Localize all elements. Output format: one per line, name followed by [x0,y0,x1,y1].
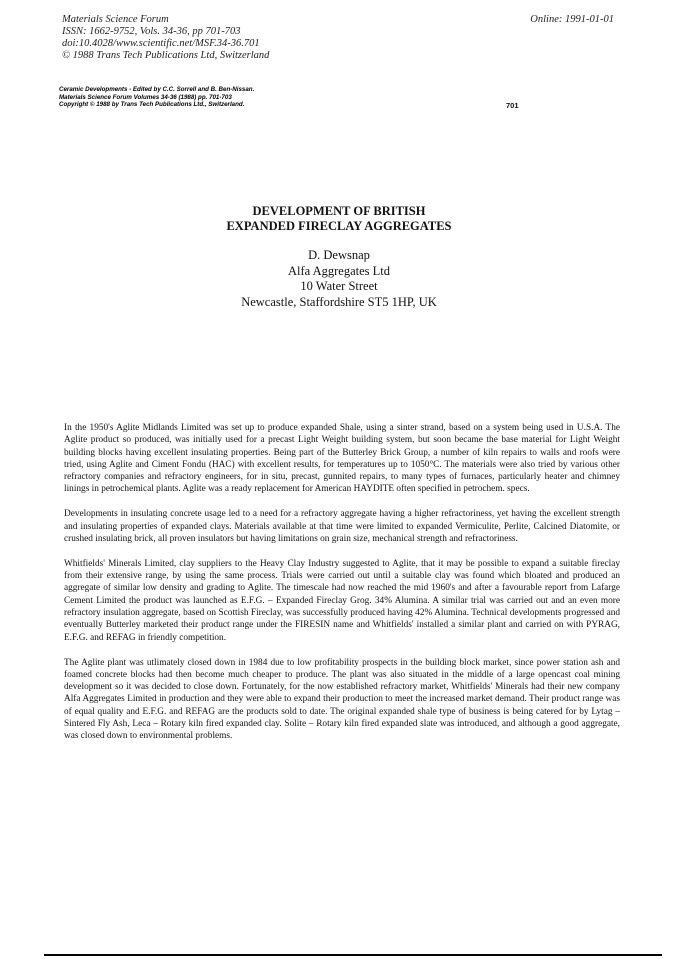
journal-name: Materials Science Forum [62,14,169,25]
original-header-line-1: Ceramic Developments - Edited by C.C. Sorrell and B. Ben-Nissan. [59,86,255,93]
journal-header [62,14,269,62]
bottom-rule [44,954,662,956]
journal-issn: ISSN: 1662-9752, Vols. 34-36, pp 701-703 [62,26,241,37]
body-text [64,422,620,755]
journal-doi[interactable]: doi:10.4028/www.scientific.net/MSF.34-36.701 [62,38,260,49]
title-line-1: DEVELOPMENT OF BRITISH [252,204,426,218]
author-name: D. Dewsnap [308,248,370,262]
paragraph-3: Whitfields' Minerals Limited, clay suppliers to the Heavy Clay Industry suggested to Aglite, that it may be possible to expand a suitable fireclay from their extensive range, by using the same process. Trials were carried out until a suitable clay was found which bloated and produced an aggregate of similar low density and grading to Aglite. The timescale had now reached the mid 1960's and after a favourable report from Lafarge Cement Limited the product was launched as E.F.G. – Expanded Fireclay Grog. 34% Alumina. A similar trial was carried out and an even more refractory insulation aggregate, based on Scottish Fireclay, was successfully produced having 42% Alumina. Technical developments progressed and eventually Butterley marketed their product range under the FIRESIN name and Whitfields' installed a similar plant and carried on with PYRAG, E.F.G. and REFAG in friendly competition. [64,558,620,643]
paragraph-4: The Aglite plant was utlimately closed down in 1984 due to low profitability prospects in the building block market, since power station ash and foamed concrete blocks had then become much cheaper to produce. The plant was also situated in the middle of a large opencast coal mining development so it was decided to close down. Fortunately, for the now established refractory market, Whitfields' Minerals had their new company Alfa Aggregates Limited in production and they were able to expand their production to meet the increased market demand. Their product range was of equal quality and E.F.G. and REFAG are the products sold to date. The original expanded shale type of business is being catered for by Lytag – Sintered Fly Ash, Leca – Rotary kiln fired expanded clay. Solite – Rotary kiln fired expanded slate was introduced, and although a good aggregate, was closed down to environmental problems. [64,657,620,742]
paragraph-2: Developments in insulating concrete usage led to a need for a refractory aggregate having a higher refractoriness, yet having the excellent strength and insulating properties of expanded clays. Materials available at that time were limited to expanded Vermiculite, Perlite, Calcined Diatomite, or crushed insulating brick, all proven insulators but having limitations on grain size, mechanical strength and refractoriness. [64,509,620,544]
paper-title [0,204,678,234]
original-header-line-3: Copyright © 1988 by Trans Tech Publications Ltd., Switzerland. [59,101,245,108]
author-organization: Alfa Aggregates Ltd [287,263,391,278]
journal-copyright: © 1988 Trans Tech Publications Ltd, Switzerland [62,50,270,61]
author-city: Newcastle, Staffordshire ST5 1HP, UK [241,294,437,309]
paragraph-1: In the 1950's Aglite Midlands Limited was set up to produce expanded Shale, using a sinter strand, based on a system being used in U.S.A. The Aglite product so produced, was initially used for a precast Light Weight building system, but soon became the base material for Light Weight building blocks having excellent insulating properties. Being part of the Butterley Brick Group, a number of kiln repairs to walls and roofs were tried, using Aglite and Ciment Fondu (HAC) with excellent results, for temperatures up to 1050°C. The materials were also tried by various other refractory companies and refractory engineers, for in situ, precast, gunnited repairs, to many types of furnaces, particularly heater and chimney linings in petrochemical plants. Aglite was a ready replacement for American HAYDITE often specified in petrochem. specs. [64,423,620,495]
title-line-2: EXPANDED FIRECLAY AGGREGATES [226,219,452,233]
author-street: 10 Water Street [300,279,378,293]
original-header-line-2: Materials Science Forum Volumes 34-36 (1988) pp. 701-703 [59,93,232,101]
page-number: 701 [506,101,519,110]
author-block [0,248,678,310]
online-date: Online: 1991-01-01 [530,14,614,25]
original-header [59,86,254,109]
